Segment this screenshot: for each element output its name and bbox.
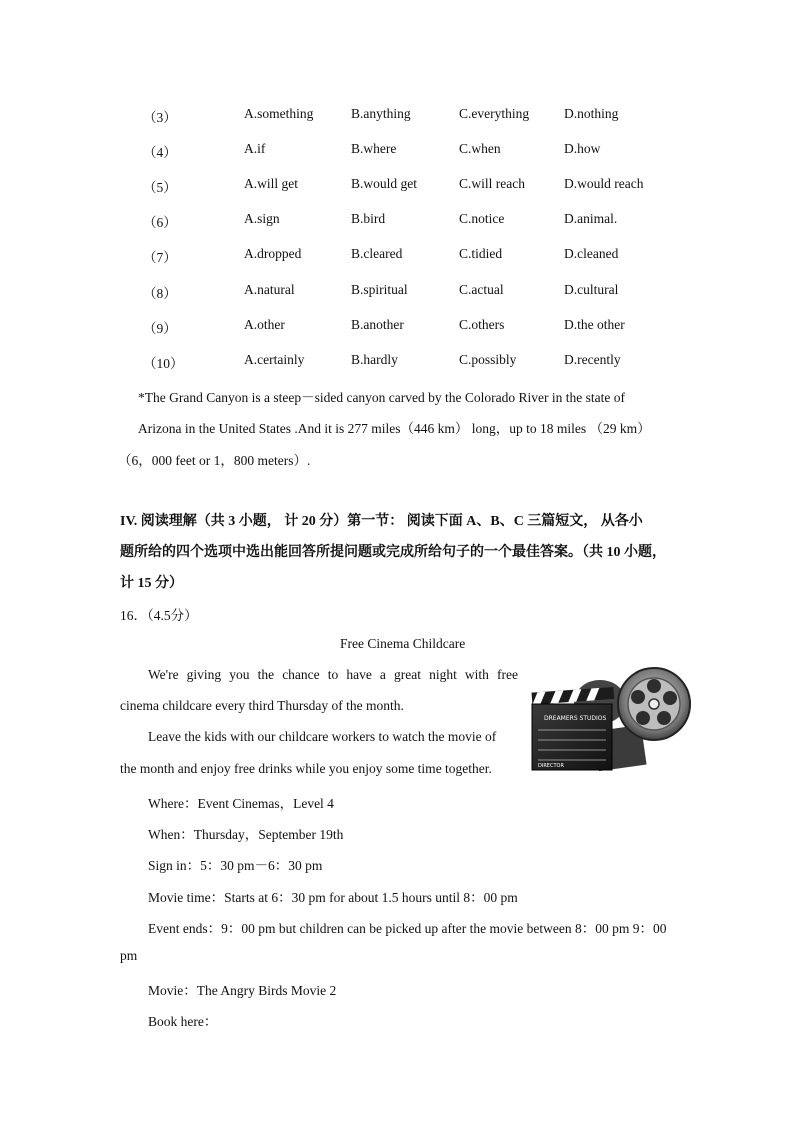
option-d: D.the other	[564, 317, 625, 332]
note-line-2: Arizona in the United States .And it is 277 miles（446 km） long，up to 18 miles （29 km）	[138, 421, 651, 436]
option-c: C.when	[459, 141, 501, 156]
option-b: B.anything	[351, 106, 411, 121]
option-c: C.notice	[459, 211, 505, 226]
option-d: D.how	[564, 141, 601, 156]
option-d: D.recently	[564, 352, 621, 367]
option-d: D.cultural	[564, 282, 619, 297]
option-d: D.animal.	[564, 211, 618, 226]
section-heading-line-3: 计 15 分）	[120, 576, 183, 591]
article-when: When：Thursday，September 19th	[148, 827, 344, 842]
article-event-ends-line-1: Event ends：9：00 pm but children can be picked up after the movie between 8：00 pm 9：00	[148, 921, 667, 936]
option-d: D.would reach	[564, 176, 644, 191]
option-d: D.nothing	[564, 106, 619, 121]
question-number-label: （7）	[143, 250, 177, 265]
question-number-label: （5）	[143, 180, 177, 195]
option-c: C.everything	[459, 106, 530, 121]
option-row	[0, 211, 794, 231]
article-p2-line-1: Leave the kids with our childcare workers to watch the movie of	[148, 729, 497, 744]
article-p2-line-2: the month and enjoy free drinks while you enjoy some time together.	[120, 761, 492, 776]
option-a: A.will get	[244, 176, 298, 191]
article-where: Where：Event Cinemas，Level 4	[148, 796, 334, 811]
option-c: C.actual	[459, 282, 504, 297]
article-event-ends-line-2: pm	[120, 948, 138, 963]
option-b: B.another	[351, 317, 404, 332]
option-d: D.cleaned	[564, 246, 619, 261]
option-b: B.where	[351, 141, 397, 156]
clapperboard-film-reel-image	[530, 660, 700, 775]
article-p1-line-1: We're giving you the chance to have a great night with free	[148, 667, 518, 682]
option-a: A.other	[244, 317, 285, 332]
question-number-label: （10）	[143, 356, 184, 371]
article-signin: Sign in：5：30 pm－6：30 pm	[148, 858, 323, 873]
option-row	[0, 106, 794, 126]
option-row	[0, 141, 794, 161]
clapper-studio-text: DREAMERS STUDIOS	[544, 715, 607, 722]
note-line-3: （6，000 feet or 1，800 meters）.	[118, 453, 311, 468]
option-a: A.something	[244, 106, 314, 121]
option-a: A.dropped	[244, 246, 302, 261]
option-c: C.will reach	[459, 176, 525, 191]
option-a: A.natural	[244, 282, 295, 297]
note-line-1: *The Grand Canyon is a steep－sided canyon carved by the Colorado River in the state of	[138, 390, 625, 405]
option-a: A.if	[244, 141, 266, 156]
option-row	[0, 317, 794, 337]
question-number-label: （3）	[143, 110, 177, 125]
option-a: A.sign	[244, 211, 280, 226]
question-number-label: （9）	[143, 321, 177, 336]
option-row	[0, 246, 794, 266]
article-p1-line-2: cinema childcare every third Thursday of the month.	[120, 698, 404, 713]
clapper-director-text: DIRECTOR	[538, 763, 564, 769]
option-c: C.possibly	[459, 352, 517, 367]
section-heading-line-1: IV. 阅读理解（共 3 小题， 计 20 分）第一节： 阅读下面 A、B、C 三篇短文， 从各小	[120, 514, 643, 529]
option-a: A.certainly	[244, 352, 305, 367]
article-movie: Movie：The Angry Birds Movie 2	[148, 983, 337, 998]
question-number-label: （8）	[143, 286, 177, 301]
option-b: B.spiritual	[351, 282, 408, 297]
option-row	[0, 176, 794, 196]
question-number-label: （6）	[143, 215, 177, 230]
option-c: C.tidied	[459, 246, 503, 261]
section-heading-line-2: 题所给的四个选项中选出能回答所提问题或完成所给句子的一个最佳答案。（共 10 小题，	[120, 545, 666, 560]
article-title: Free Cinema Childcare	[340, 636, 466, 651]
question-number-label: （4）	[143, 145, 177, 160]
article-movie-time: Movie time：Starts at 6：30 pm for about 1.5 hours until 8：00 pm	[148, 890, 518, 905]
option-b: B.bird	[351, 211, 386, 226]
option-b: B.would get	[351, 176, 417, 191]
option-b: B.hardly	[351, 352, 398, 367]
option-c: C.others	[459, 317, 505, 332]
option-row	[0, 352, 794, 372]
article-book-here: Book here：	[148, 1014, 218, 1029]
question-number: 16．（4.5分）	[120, 608, 198, 623]
option-row	[0, 282, 794, 302]
option-b: B.cleared	[351, 246, 403, 261]
